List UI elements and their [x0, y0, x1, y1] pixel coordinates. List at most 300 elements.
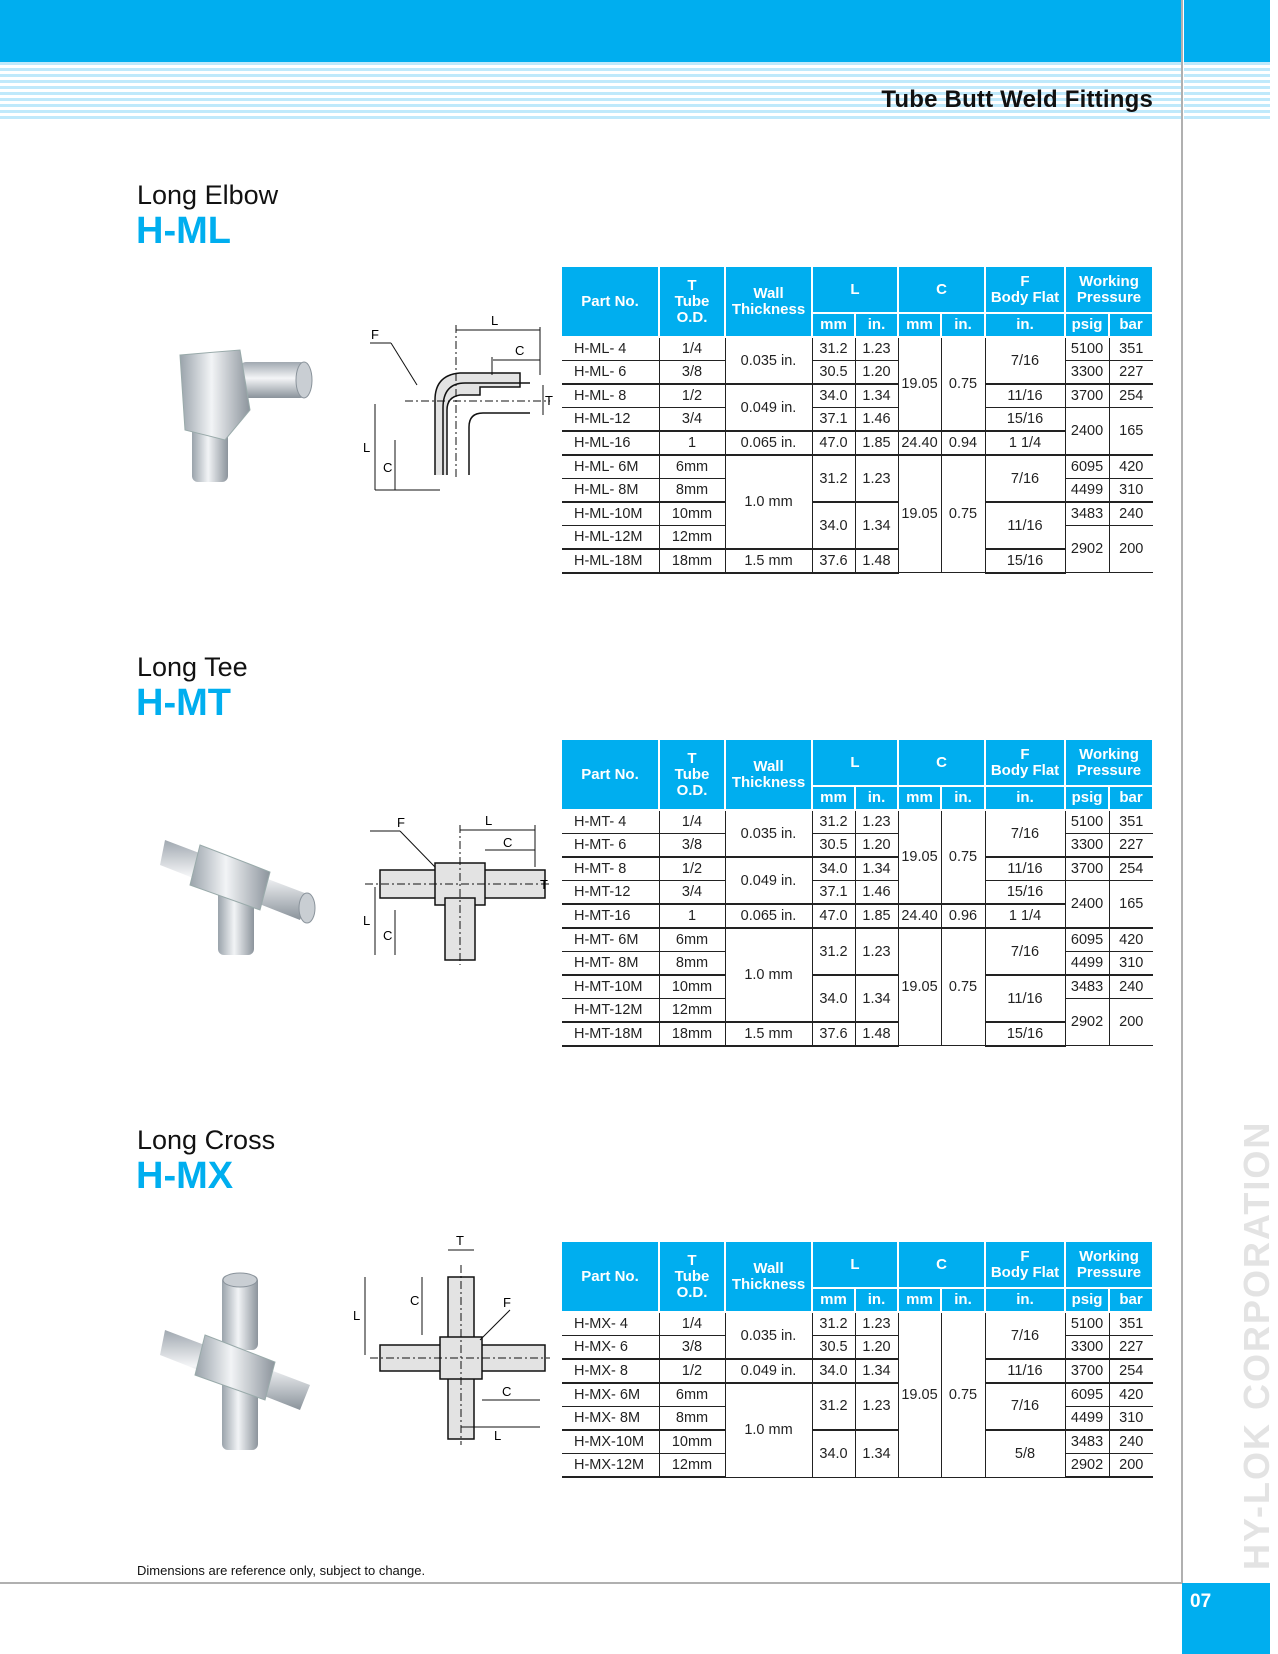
- unit-in: in.: [867, 789, 886, 806]
- header-F: F: [1020, 272, 1030, 290]
- cell-L-in: 1.23: [855, 810, 898, 834]
- header-pressure: Pressure: [1076, 288, 1142, 306]
- cell-wall: 1.0 mm: [725, 1383, 812, 1477]
- cell-bar: 310: [1109, 952, 1153, 976]
- header-C: C: [936, 1255, 947, 1273]
- dim-label-F: F: [371, 327, 379, 342]
- table-row: [562, 431, 1153, 455]
- cell-part-no: H-ML- 6: [562, 361, 659, 385]
- unit-psig: psig: [1071, 1291, 1103, 1308]
- table-row: [562, 361, 1153, 385]
- unit-mm: mm: [906, 1291, 933, 1308]
- footer-divider: [0, 1582, 1182, 1584]
- cell-L-mm: 34.0: [812, 975, 855, 1022]
- cell-L-in: 1.48: [855, 549, 898, 573]
- page-title: Tube Butt Weld Fittings: [881, 86, 1153, 113]
- col-L: [812, 740, 898, 786]
- cell-bar: 351: [1109, 337, 1153, 361]
- cell-wall: 0.049 in.: [725, 1359, 812, 1383]
- header-part-no: Part No.: [581, 1267, 639, 1285]
- cell-part-no: H-MT-16: [562, 904, 659, 928]
- unit-in: in.: [954, 316, 972, 333]
- cell-L-in: 1.46: [855, 881, 898, 905]
- cell-wall: 1.0 mm: [725, 455, 812, 549]
- unit-F-in: [985, 786, 1065, 810]
- cell-L-mm: 30.5: [812, 1336, 855, 1360]
- table-row: [562, 337, 1153, 361]
- unit-psig: psig: [1071, 316, 1103, 333]
- header-part-no: Part No.: [581, 765, 639, 783]
- col-F: [985, 267, 1065, 313]
- cell-L-mm: 31.2: [812, 455, 855, 502]
- cell-psig: 2400: [1065, 881, 1109, 928]
- unit-L-mm: [812, 1288, 855, 1312]
- cell-bar: 227: [1109, 361, 1153, 385]
- footnote: Dimensions are reference only, subject to change.: [137, 1563, 426, 1578]
- header-body-flat: Body Flat: [990, 288, 1060, 306]
- cell-wall: 0.035 in.: [725, 337, 812, 384]
- table-row: [562, 455, 1153, 479]
- cell-F-in: 7/16: [985, 928, 1065, 975]
- cell-L-mm: 31.2: [812, 1383, 855, 1430]
- unit-C-in: [941, 1288, 985, 1312]
- cell-tube-od: 8mm: [659, 479, 725, 503]
- header-tube: Tube: [674, 292, 710, 310]
- cell-L-mm: 37.1: [812, 881, 855, 905]
- dim-label-T: T: [545, 393, 553, 408]
- cell-L-in: 1.20: [855, 1336, 898, 1360]
- cell-L-mm: 37.6: [812, 1022, 855, 1046]
- header-pressure: Pressure: [1076, 761, 1142, 779]
- header-part-no: Part No.: [581, 292, 639, 310]
- cell-tube-od: 10mm: [659, 502, 725, 526]
- table-row: [562, 1312, 1153, 1336]
- cell-psig: 4499: [1065, 1406, 1109, 1430]
- col-pressure: [1065, 1242, 1153, 1288]
- cell-tube-od: 1/4: [659, 337, 725, 361]
- cell-L-in: 1.20: [855, 834, 898, 858]
- cell-psig: 5100: [1065, 810, 1109, 834]
- cell-L-in: 1.23: [855, 928, 898, 975]
- cell-part-no: H-MT- 8M: [562, 952, 659, 976]
- cell-C-mm: 19.05: [898, 337, 941, 431]
- header-thickness: Thickness: [731, 773, 806, 791]
- cell-tube-od: 6mm: [659, 1383, 725, 1407]
- cross-fitting-photo: [160, 1270, 325, 1455]
- header-tube: Tube: [674, 765, 710, 783]
- table-row: [562, 549, 1153, 573]
- table-row: [562, 1383, 1153, 1407]
- cell-F-in: 11/16: [985, 1359, 1065, 1383]
- unit-C-in: [941, 786, 985, 810]
- unit-bar: [1109, 786, 1153, 810]
- cell-psig: 3483: [1065, 1430, 1109, 1454]
- dim-label-L-bottom: L: [494, 1428, 502, 1443]
- cell-L-in: 1.48: [855, 1022, 898, 1046]
- header-C: C: [936, 753, 947, 771]
- cell-bar: 165: [1109, 408, 1153, 455]
- col-pressure: [1065, 267, 1153, 313]
- cell-tube-od: 1/4: [659, 810, 725, 834]
- unit-in: in.: [867, 316, 886, 333]
- cell-part-no: H-MT-12: [562, 881, 659, 905]
- table-row: [562, 502, 1153, 526]
- col-F: [985, 1242, 1065, 1288]
- cell-tube-od: 1/4: [659, 1312, 725, 1336]
- cell-F-in: 1 1/4: [985, 904, 1065, 928]
- cell-L-in: 1.85: [855, 431, 898, 455]
- col-L: [812, 267, 898, 313]
- cell-wall: 0.035 in.: [725, 810, 812, 857]
- cell-F-in: 11/16: [985, 502, 1065, 549]
- unit-psig: psig: [1071, 789, 1103, 806]
- unit-L-mm: [812, 313, 855, 337]
- cell-psig: 2400: [1065, 408, 1109, 455]
- cell-wall: 0.065 in.: [725, 904, 812, 928]
- cell-wall: 0.049 in.: [725, 384, 812, 431]
- cell-tube-od: 1: [659, 431, 725, 455]
- cell-wall: 1.0 mm: [725, 928, 812, 1022]
- header-thickness: Thickness: [731, 300, 806, 318]
- elbow-dimension-drawing: [363, 313, 553, 495]
- header-od: O.D.: [676, 1283, 708, 1301]
- unit-L-mm: [812, 786, 855, 810]
- side-brand-text: HY-LOK CORPORATION: [1236, 1120, 1277, 1570]
- section-code-cross: H-MX: [136, 1155, 234, 1197]
- header-body-flat: Body Flat: [990, 761, 1060, 779]
- cell-L-mm: 30.5: [812, 361, 855, 385]
- cell-F-in: 15/16: [985, 549, 1065, 573]
- cell-L-mm: 47.0: [812, 904, 855, 928]
- unit-L-in: [855, 1288, 898, 1312]
- cell-part-no: H-ML-12M: [562, 526, 659, 550]
- table-row: [562, 975, 1153, 999]
- cell-tube-od: 10mm: [659, 1430, 725, 1454]
- header-band: [0, 0, 1182, 62]
- spec-table-tee: [562, 740, 1154, 1047]
- unit-mm: mm: [820, 1291, 847, 1308]
- cell-L-in: 1.34: [855, 857, 898, 881]
- header-wall: Wall: [753, 284, 784, 302]
- cell-part-no: H-ML- 8: [562, 384, 659, 408]
- unit-in: in.: [954, 1291, 972, 1308]
- col-C: [898, 1242, 985, 1288]
- cell-L-mm: 37.6: [812, 549, 855, 573]
- cell-psig: 3300: [1065, 361, 1109, 385]
- dim-label-F: F: [397, 815, 405, 830]
- cell-psig: 2902: [1065, 526, 1109, 573]
- cell-tube-od: 12mm: [659, 526, 725, 550]
- cell-psig: 6095: [1065, 455, 1109, 479]
- tee-fitting-photo: [160, 810, 325, 960]
- header-od: O.D.: [676, 781, 708, 799]
- cell-tube-od: 12mm: [659, 1454, 725, 1478]
- cell-L-mm: 31.2: [812, 928, 855, 975]
- unit-L-in: [855, 313, 898, 337]
- cell-wall: 0.049 in.: [725, 857, 812, 904]
- cell-psig: 3700: [1065, 384, 1109, 408]
- cell-L-mm: 47.0: [812, 431, 855, 455]
- cell-L-mm: 34.0: [812, 384, 855, 408]
- cell-bar: 200: [1109, 1454, 1153, 1478]
- cell-part-no: H-ML-10M: [562, 502, 659, 526]
- unit-F-in: [985, 1288, 1065, 1312]
- table-row: [562, 1359, 1153, 1383]
- unit-mm: mm: [906, 789, 933, 806]
- header-t: T: [687, 1251, 697, 1269]
- cell-tube-od: 3/4: [659, 408, 725, 432]
- cell-part-no: H-MT- 4: [562, 810, 659, 834]
- header-working: Working: [1079, 272, 1139, 290]
- unit-C-mm: [898, 313, 941, 337]
- cell-L-in: 1.23: [855, 1383, 898, 1430]
- dim-label-C: C: [503, 835, 513, 850]
- cell-part-no: H-ML-12: [562, 408, 659, 432]
- tee-dimension-drawing: [365, 805, 550, 965]
- cell-L-in: 1.34: [855, 1430, 898, 1477]
- cell-C-in: 0.75: [941, 1312, 985, 1477]
- cell-tube-od: 3/8: [659, 834, 725, 858]
- unit-psig: [1065, 313, 1109, 337]
- col-F: [985, 740, 1065, 786]
- cell-L-in: 1.23: [855, 455, 898, 502]
- unit-bar: bar: [1119, 789, 1143, 806]
- cell-F-in: 15/16: [985, 1022, 1065, 1046]
- cell-tube-od: 8mm: [659, 952, 725, 976]
- unit-psig: [1065, 786, 1109, 810]
- cell-F-in: 11/16: [985, 384, 1065, 408]
- col-tube-od: [659, 1242, 725, 1312]
- cell-part-no: H-MX- 6: [562, 1336, 659, 1360]
- section-name-elbow: Long Elbow: [137, 180, 279, 210]
- cell-psig: 3300: [1065, 1336, 1109, 1360]
- cell-psig: 3700: [1065, 1359, 1109, 1383]
- cell-C-in: 0.75: [941, 928, 985, 1046]
- col-L: [812, 1242, 898, 1288]
- header-band-right: [1184, 0, 1270, 62]
- cell-bar: 254: [1109, 1359, 1153, 1383]
- dim-label-L-vertical: L: [363, 440, 371, 455]
- unit-bar: [1109, 313, 1153, 337]
- dim-label-T: T: [540, 877, 548, 892]
- cell-C-in: 0.96: [941, 904, 985, 928]
- cell-tube-od: 1/2: [659, 1359, 725, 1383]
- unit-C-in: [941, 313, 985, 337]
- header-L: L: [850, 1255, 860, 1273]
- cell-F-in: 7/16: [985, 455, 1065, 502]
- table-row: [562, 904, 1153, 928]
- table-row: [562, 408, 1153, 432]
- spec-table-cross: [562, 1242, 1154, 1478]
- col-wall: [725, 740, 812, 810]
- cell-tube-od: 6mm: [659, 928, 725, 952]
- cell-F-in: 7/16: [985, 337, 1065, 384]
- cell-bar: 420: [1109, 928, 1153, 952]
- cell-C-in: 0.75: [941, 337, 985, 431]
- dim-label-C-vertical: C: [383, 460, 393, 475]
- cell-bar: 420: [1109, 455, 1153, 479]
- cell-tube-od: 6mm: [659, 455, 725, 479]
- unit-mm: mm: [820, 789, 847, 806]
- col-wall: [725, 267, 812, 337]
- header-working: Working: [1079, 745, 1139, 763]
- header-body-flat: Body Flat: [990, 1263, 1060, 1281]
- cell-tube-od: 8mm: [659, 1406, 725, 1430]
- unit-bar: bar: [1119, 1291, 1143, 1308]
- dim-label-L: L: [353, 1308, 361, 1323]
- table-row: [562, 1430, 1153, 1454]
- header-tube: Tube: [674, 1267, 710, 1285]
- cell-L-mm: 30.5: [812, 834, 855, 858]
- cell-part-no: H-MT-12M: [562, 999, 659, 1023]
- cell-L-mm: 37.1: [812, 408, 855, 432]
- cell-C-mm: 24.40: [898, 904, 941, 928]
- cell-tube-od: 1: [659, 904, 725, 928]
- cell-L-mm: 34.0: [812, 502, 855, 549]
- header-t: T: [687, 276, 697, 294]
- table-row: [562, 1336, 1153, 1360]
- cell-L-in: 1.34: [855, 975, 898, 1022]
- header-od: O.D.: [676, 308, 708, 326]
- cell-bar: 240: [1109, 502, 1153, 526]
- cell-bar: 227: [1109, 1336, 1153, 1360]
- cell-tube-od: 3/8: [659, 361, 725, 385]
- cell-tube-od: 3/8: [659, 1336, 725, 1360]
- header-L: L: [850, 280, 860, 298]
- cell-F-in: 7/16: [985, 810, 1065, 857]
- cell-F-in: 11/16: [985, 975, 1065, 1022]
- dim-label-C: C: [515, 343, 525, 358]
- cell-bar: 254: [1109, 384, 1153, 408]
- cell-tube-od: 18mm: [659, 549, 725, 573]
- section-name-tee: Long Tee: [137, 652, 248, 682]
- unit-psig: [1065, 1288, 1109, 1312]
- cell-bar: 254: [1109, 857, 1153, 881]
- cell-tube-od: 3/4: [659, 881, 725, 905]
- col-wall: [725, 1242, 812, 1312]
- table-row: [562, 881, 1153, 905]
- unit-F-in: [985, 313, 1065, 337]
- dim-label-C-bottom: C: [502, 1384, 512, 1399]
- cell-F-in: 11/16: [985, 857, 1065, 881]
- cell-C-mm: 19.05: [898, 1312, 941, 1477]
- cell-F-in: 7/16: [985, 1312, 1065, 1359]
- cell-bar: 310: [1109, 479, 1153, 503]
- spec-table-elbow: [562, 267, 1154, 574]
- cell-psig: 6095: [1065, 928, 1109, 952]
- cell-psig: 6095: [1065, 1383, 1109, 1407]
- cell-psig: 3483: [1065, 975, 1109, 999]
- unit-C-mm: [898, 786, 941, 810]
- cell-psig: 4499: [1065, 479, 1109, 503]
- unit-bar: bar: [1119, 316, 1143, 333]
- dim-label-L: L: [491, 313, 499, 328]
- cell-F-in: 1 1/4: [985, 431, 1065, 455]
- col-C: [898, 267, 985, 313]
- section-code-elbow: H-ML: [136, 210, 231, 252]
- header-F: F: [1020, 1247, 1030, 1265]
- cell-L-in: 1.20: [855, 361, 898, 385]
- header-stripes-right: [1184, 62, 1270, 120]
- section-name-cross: Long Cross: [137, 1125, 276, 1155]
- cell-tube-od: 1/2: [659, 857, 725, 881]
- header-pressure: Pressure: [1076, 1263, 1142, 1281]
- cell-F-in: 7/16: [985, 1383, 1065, 1430]
- col-pressure: [1065, 740, 1153, 786]
- cell-wall: 1.5 mm: [725, 1022, 812, 1046]
- table-row: [562, 834, 1153, 858]
- cell-part-no: H-ML- 6M: [562, 455, 659, 479]
- cell-part-no: H-MT- 6: [562, 834, 659, 858]
- cell-part-no: H-MX-10M: [562, 1430, 659, 1454]
- header-C: C: [936, 280, 947, 298]
- cell-L-mm: 34.0: [812, 857, 855, 881]
- unit-in: in.: [1016, 316, 1034, 333]
- cell-part-no: H-MT-10M: [562, 975, 659, 999]
- table-row: [562, 384, 1153, 408]
- dim-label-F: F: [503, 1295, 511, 1310]
- page-number: 07: [1182, 1583, 1270, 1654]
- table-row: [562, 1022, 1153, 1046]
- unit-C-mm: [898, 1288, 941, 1312]
- cell-bar: 200: [1109, 999, 1153, 1046]
- cell-part-no: H-ML-18M: [562, 549, 659, 573]
- col-C: [898, 740, 985, 786]
- header-wall: Wall: [753, 1259, 784, 1277]
- cell-bar: 240: [1109, 1430, 1153, 1454]
- unit-in: in.: [1016, 789, 1034, 806]
- dim-label-L-vertical: L: [363, 913, 371, 928]
- dim-label-C-vertical: C: [383, 928, 393, 943]
- cell-L-in: 1.23: [855, 337, 898, 361]
- header-wall: Wall: [753, 757, 784, 775]
- cell-F-in: 5/8: [985, 1430, 1065, 1477]
- cell-part-no: H-MT- 6M: [562, 928, 659, 952]
- cell-part-no: H-ML- 8M: [562, 479, 659, 503]
- header-working: Working: [1079, 1247, 1139, 1265]
- table-row: [562, 810, 1153, 834]
- cell-psig: 3700: [1065, 857, 1109, 881]
- cell-bar: 420: [1109, 1383, 1153, 1407]
- header-thickness: Thickness: [731, 1275, 806, 1293]
- col-tube-od: [659, 740, 725, 810]
- cell-C-in: 0.75: [941, 455, 985, 573]
- unit-L-in: [855, 786, 898, 810]
- dim-label-L: L: [485, 813, 493, 828]
- cell-L-mm: 34.0: [812, 1430, 855, 1477]
- cell-part-no: H-MX- 6M: [562, 1383, 659, 1407]
- col-part-no: [562, 1242, 659, 1312]
- cell-bar: 351: [1109, 1312, 1153, 1336]
- unit-mm: mm: [906, 316, 933, 333]
- unit-in: in.: [1016, 1291, 1034, 1308]
- cell-L-mm: 34.0: [812, 1359, 855, 1383]
- dim-label-T: T: [456, 1233, 464, 1248]
- cell-bar: 165: [1109, 881, 1153, 928]
- cell-psig: 5100: [1065, 337, 1109, 361]
- cell-C-in: 0.75: [941, 810, 985, 904]
- cell-psig: 2902: [1065, 1454, 1109, 1478]
- cell-tube-od: 12mm: [659, 999, 725, 1023]
- cell-L-mm: 31.2: [812, 337, 855, 361]
- table-row: [562, 857, 1153, 881]
- unit-in: in.: [954, 789, 972, 806]
- header-L: L: [850, 753, 860, 771]
- margin-divider: [1181, 0, 1183, 1583]
- cell-L-in: 1.34: [855, 384, 898, 408]
- cell-bar: 240: [1109, 975, 1153, 999]
- cell-psig: 3483: [1065, 502, 1109, 526]
